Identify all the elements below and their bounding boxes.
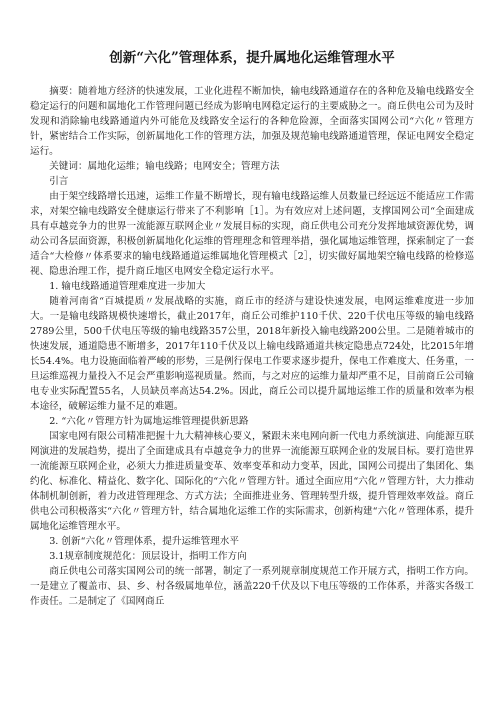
section-1-paragraph: 随着河南省“百城提质〃发展战略的实施，商丘市的经济与建设快速发展，电网运维难度进一步加大。一是输电线路规模快速增长，截止2017年，商丘公司维护110千伏、220千伏电压等级的输电线路2789公里，500千伏电压等级的输电线路357公里，2018年新投入输电线路200公里。二是随着城市的快速发展，通道隐患不断增多，2017年110千伏及以上输电线路通道共核定隐患点724处，比2015年增长54.4%。电力设施面临着严峻的形势，三是例行保电工作要求逐步提升，保电工作难度大、任务重，一旦运维巡视力量投入不足会严重影响巡视质量。然而，与之对应的运维力量却严重不足，目前商丘公司输电专业实际配置55名，人员缺员率高达54.2%。因此，商丘公司以提升属地运维工作的质量和效率为根本途径，破解运维力量不足的难题。: [30, 296, 474, 412]
section-2-paragraph: 国家电网有限公司精准把握十九大精神核心要义，紧跟未来电网向新一代电力系统演进、向能源互联网演进的发展趋势，提出了全面建成具有卓越竞争力的世界一流能源互联网企业的发展目标。要打造世界一流能源互联网企业，必须大力推进质量变革、效率变革和动力变革，因此，国网公司提出了集团化、集约化、标准化、精益化、数字化、国际化的“六化〃管理方针。通过全面应用“六化〃管理方针，大力推动体制机制创新，着力改进管理理念、方式方法；全面推进业务、管理转型升级，提升管理效率效益。商丘供电公司积极落实“六化〃管理方针，结合属地化运维工作的实际需求，创新构建“六化〃管理体系，提升属地化运维管理水平。: [30, 431, 474, 532]
page-title: 创新“六化”管理体系，提升属地化运维管理水平: [109, 50, 395, 66]
keywords-line: 关键词：属地化运维；输电线路；电网安全；管理方法: [49, 161, 280, 172]
intro-heading: 引言: [49, 176, 69, 187]
section-3-1-heading: 3.1规章制度规范化：顶层设计，指明工作方向: [49, 551, 247, 562]
document-body: [30, 84, 474, 609]
section-3-heading: 3. 创新“六化〃管理体系，提升运维管理水平: [49, 536, 239, 547]
section-3-1-paragraph: 商丘供电公司落实国网公司的统一部署，制定了一系列规章制度规范工作开展方式，指明工作方向。一是建立了覆盖市、县、乡、村各级属地单位，涵盖220千伏及以下电压等级的工作体系，并落实各级工作责任。二是制定了《国网商丘: [30, 566, 474, 607]
intro-paragraph: 由于架空线路增长迅速，运维工作量不断增长，现有输电线路运维人员数量已经远远不能适应工作需求，对架空输电线路安全健康运行带来了不利影响［1］。为有效应对上述问题，支撑国网公司“全面建成具有卓越竞争力的世界一流能源互联网企业〃发展目标的实现，商丘供电公司充分发挥地域资源优势，调动公司各层面资源，积极创新属地化化运维的管理理念和管理举措，强化属地运维管理，探索制定了一套适合“大检修〃体系要求的输电线路通道运维属地化管理模式［2］，切实做好属地架空输电线路的检修巡视、隐患治理工作，提升商丘地区电网安全稳定运行水平。: [30, 191, 474, 277]
section-1-heading: 1. 输电线路通道管理难度进一步加大: [49, 281, 206, 292]
section-2-heading: 2. “六化〃管理方针为属地运维管理提供新思路: [49, 416, 249, 427]
abstract-paragraph: 摘要：随着地方经济的快速发展，工业化进程不断加快，输电线路通道存在的各种危及输电线路安全稳定运行的问题和属地化工作管理问题已经成为影响电网稳定运行的主要威胁之一。商丘供电公司为及时发现和消除输电线路通道内外可能危及线路安全运行的各种危险源，全面落实国网公司“六化〃管理方针，紧密结合工作实际，创新属地化工作的管理方法，加强及规范输电线路通道管理，保证电网安全稳定运行。: [30, 86, 474, 157]
